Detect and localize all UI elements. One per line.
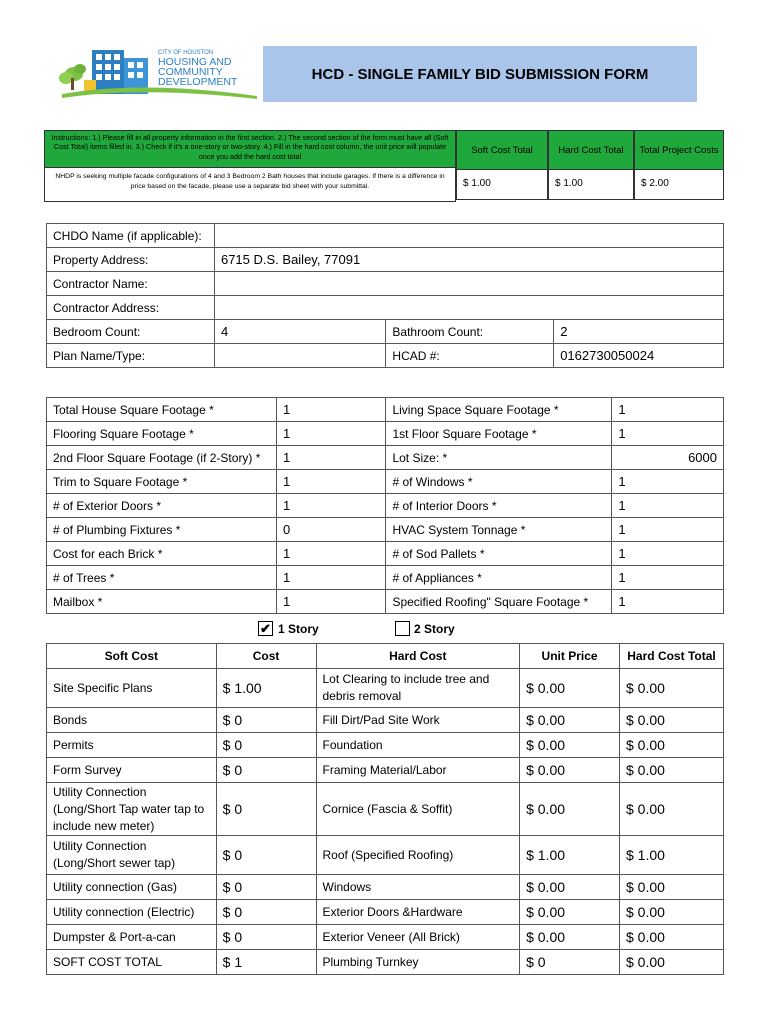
hard-cost-item: Framing Material/Labor <box>316 758 520 783</box>
soft-cost-total-amount: 1.00 <box>471 178 491 189</box>
unit-price-field[interactable]: $ 1.00 <box>520 836 620 875</box>
hard-cost-total-field[interactable]: $ 0.00 <box>619 900 723 925</box>
two-story-checkbox[interactable] <box>395 621 410 636</box>
unit-price-field[interactable]: $ 0.00 <box>520 758 620 783</box>
svg-text:HOUSING AND: HOUSING AND <box>158 56 232 68</box>
hard-cost-item: Exterior Veneer (All Brick) <box>316 925 520 950</box>
cost-row <box>47 875 724 900</box>
hard-cost-total-field[interactable]: $ 0.00 <box>619 783 723 836</box>
footage-label: 1st Floor Square Footage * <box>386 422 612 446</box>
soft-cost-item: Utility Connection (Long/Short sewer tap) <box>47 836 217 875</box>
total-project-costs-value[interactable] <box>634 170 724 200</box>
cost-row <box>47 733 724 758</box>
instructions-block <box>44 130 456 202</box>
footage-label: # of Trees * <box>47 566 277 590</box>
footage-row <box>47 398 724 422</box>
footage-value-field[interactable]: 1 <box>612 590 724 614</box>
soft-cost-amount-field[interactable]: $ 0 <box>216 836 316 875</box>
bedroom-count-field[interactable]: 4 <box>214 320 385 344</box>
soft-cost-header: Soft Cost <box>47 644 217 669</box>
unit-price-field[interactable]: $ 0.00 <box>520 783 620 836</box>
soft-cost-amount-field[interactable]: $ 1.00 <box>216 669 316 708</box>
hard-cost-item: Roof (Specified Roofing) <box>316 836 520 875</box>
footage-label: # of Windows * <box>386 470 612 494</box>
soft-cost-total-header: Soft Cost Total <box>456 130 548 170</box>
unit-price-field[interactable]: $ 0.00 <box>520 900 620 925</box>
hard-cost-total-header: Hard Cost Total <box>548 130 634 170</box>
footage-label: 2nd Floor Square Footage (if 2-Story) * <box>47 446 277 470</box>
soft-cost-amount-field[interactable]: $ 0 <box>216 875 316 900</box>
footage-value-field[interactable]: 1 <box>612 518 724 542</box>
footage-table <box>46 397 724 614</box>
contractor-name-label: Contractor Name: <box>47 272 215 296</box>
footage-value-field[interactable]: 1 <box>612 470 724 494</box>
soft-cost-amount-field[interactable]: $ 0 <box>216 900 316 925</box>
cost-row <box>47 836 724 875</box>
svg-text:COMMUNITY: COMMUNITY <box>158 66 223 78</box>
hcd-logo <box>52 44 262 102</box>
contractor-address-field[interactable] <box>214 296 723 320</box>
soft-cost-amount-field[interactable]: $ 0 <box>216 925 316 950</box>
soft-cost-amount-field[interactable]: $ 0 <box>216 758 316 783</box>
unit-price-field[interactable]: $ 0.00 <box>520 733 620 758</box>
hard-cost-total-field[interactable]: $ 0.00 <box>619 925 723 950</box>
facade-note: NHDP is seeking multiple facade configurations of 4 and 3 Bedroom 2 Bath houses that include garages. If there is a difference in price based on the facade, please use a separate bid sheet with your submittal. <box>44 168 456 202</box>
footage-value-field[interactable]: 1 <box>276 398 386 422</box>
footage-row <box>47 566 724 590</box>
footage-label: # of Appliances * <box>386 566 612 590</box>
soft-cost-item: Permits <box>47 733 217 758</box>
bedroom-count-label: Bedroom Count: <box>47 320 215 344</box>
unit-price-field[interactable]: $ 0.00 <box>520 708 620 733</box>
hard-cost-total-field[interactable]: $ 1.00 <box>619 836 723 875</box>
footage-value-field[interactable]: 1 <box>276 590 386 614</box>
footage-value-field[interactable]: 1 <box>276 422 386 446</box>
hard-cost-header: Hard Cost <box>316 644 520 669</box>
footage-label: Lot Size: * <box>386 446 612 470</box>
hard-cost-item: Fill Dirt/Pad Site Work <box>316 708 520 733</box>
footage-value-field[interactable]: 1 <box>612 566 724 590</box>
footage-value-field[interactable]: 1 <box>612 542 724 566</box>
soft-cost-item: SOFT COST TOTAL <box>47 950 217 975</box>
hard-cost-total-field[interactable]: $ 0.00 <box>619 875 723 900</box>
hard-cost-item: Exterior Doors &Hardware <box>316 900 520 925</box>
footage-value-field[interactable]: 6000 <box>612 446 724 470</box>
soft-cost-total-value[interactable] <box>456 170 548 200</box>
cost-row <box>47 783 724 836</box>
hard-cost-total-field[interactable]: $ 0.00 <box>619 950 723 975</box>
bathroom-count-field[interactable]: 2 <box>554 320 724 344</box>
footage-label: # of Exterior Doors * <box>47 494 277 518</box>
hard-cost-total-field[interactable]: $ 0.00 <box>619 758 723 783</box>
footage-label: Mailbox * <box>47 590 277 614</box>
svg-text:DEVELOPMENT: DEVELOPMENT <box>158 76 238 88</box>
currency-symbol: $ <box>555 178 561 189</box>
soft-cost-item: Utility connection (Electric) <box>47 900 217 925</box>
footage-value-field[interactable]: 1 <box>276 446 386 470</box>
footage-row <box>47 446 724 470</box>
logo-graphic <box>52 44 262 102</box>
hard-cost-total-value[interactable] <box>548 170 634 200</box>
footage-row <box>47 422 724 446</box>
footage-value-field[interactable]: 1 <box>276 494 386 518</box>
soft-cost-item: Form Survey <box>47 758 217 783</box>
cost-row <box>47 950 724 975</box>
two-story-label: 2 Story <box>414 622 455 636</box>
footage-row <box>47 590 724 614</box>
soft-cost-amount-field[interactable]: $ 0 <box>216 733 316 758</box>
plan-name-label: Plan Name/Type: <box>47 344 215 368</box>
chdo-name-field[interactable] <box>214 224 723 248</box>
soft-cost-amount-field[interactable]: $ 0 <box>216 783 316 836</box>
svg-text:CITY OF HOUSTON: CITY OF HOUSTON <box>158 50 214 56</box>
property-address-label: Property Address: <box>47 248 215 272</box>
footage-value-field[interactable]: 1 <box>276 566 386 590</box>
cost-row <box>47 925 724 950</box>
soft-cost-item: Dumpster & Port-a-can <box>47 925 217 950</box>
currency-symbol: $ <box>463 178 469 189</box>
footage-value-field[interactable]: 1 <box>612 422 724 446</box>
unit-price-field[interactable]: $ 0.00 <box>520 875 620 900</box>
bathroom-count-label: Bathroom Count: <box>386 320 554 344</box>
contractor-address-label: Contractor Address: <box>47 296 215 320</box>
hcad-field[interactable]: 0162730050024 <box>554 344 724 368</box>
footage-row <box>47 542 724 566</box>
unit-price-field[interactable]: $ 0.00 <box>520 925 620 950</box>
hard-cost-total-field[interactable]: $ 0.00 <box>619 733 723 758</box>
plan-name-field[interactable] <box>214 344 385 368</box>
footage-row <box>47 494 724 518</box>
one-story-checkbox[interactable]: ✔ <box>258 621 273 636</box>
hard-cost-total-column-header: Hard Cost Total <box>619 644 723 669</box>
footage-label: # of Interior Doors * <box>386 494 612 518</box>
footage-value-field[interactable]: 1 <box>276 470 386 494</box>
soft-cost-item: Utility connection (Gas) <box>47 875 217 900</box>
unit-price-header: Unit Price <box>520 644 620 669</box>
footage-label: # of Sod Pallets * <box>386 542 612 566</box>
hard-cost-item: Cornice (Fascia & Soffit) <box>316 783 520 836</box>
footage-value-field[interactable]: 1 <box>612 494 724 518</box>
footage-value-field[interactable]: 1 <box>612 398 724 422</box>
footage-row <box>47 518 724 542</box>
cost-table <box>46 643 724 975</box>
chdo-name-label: CHDO Name (if applicable): <box>47 224 215 248</box>
footage-row <box>47 470 724 494</box>
unit-price-field[interactable]: $ 0.00 <box>520 669 620 708</box>
hard-cost-total-field[interactable]: $ 0.00 <box>619 669 723 708</box>
unit-price-field[interactable]: $ 0 <box>520 950 620 975</box>
instructions-text: Instructions: 1.) Please fill in all property information in the first section. 2.) The second section of the form must have all (Soft Cost Total) items filled in. 3.) Check if it's a one-story or two-story. 4.) Fill in the hard cost column, the unit price will populate once you add the hard cost total <box>44 130 456 168</box>
footage-label: Trim to Square Footage * <box>47 470 277 494</box>
soft-cost-amount-field[interactable]: $ 1 <box>216 950 316 975</box>
footage-label: Living Space Square Footage * <box>386 398 612 422</box>
soft-cost-item: Site Specific Plans <box>47 669 217 708</box>
currency-symbol: $ <box>641 178 647 189</box>
property-address-field[interactable]: 6715 D.S. Bailey, 77091 <box>214 248 723 272</box>
footage-label: Specified Roofing" Square Footage * <box>386 590 612 614</box>
form-title: HCD - SINGLE FAMILY BID SUBMISSION FORM <box>263 46 697 102</box>
soft-cost-item: Utility Connection (Long/Short Tap water tap to include new meter) <box>47 783 217 836</box>
soft-cost-amount-field[interactable]: $ 0 <box>216 708 316 733</box>
cost-row <box>47 900 724 925</box>
total-project-costs-amount: 2.00 <box>649 178 669 189</box>
cost-row <box>47 708 724 733</box>
one-story-label: 1 Story <box>278 622 319 636</box>
hard-cost-item: Plumbing Turnkey <box>316 950 520 975</box>
hard-cost-item: Windows <box>316 875 520 900</box>
footage-label: Cost for each Brick * <box>47 542 277 566</box>
cost-header: Cost <box>216 644 316 669</box>
footage-label: Total House Square Footage * <box>47 398 277 422</box>
footage-value-field[interactable]: 0 <box>276 518 386 542</box>
hcad-label: HCAD #: <box>386 344 554 368</box>
cost-row <box>47 669 724 708</box>
cost-row <box>47 758 724 783</box>
footage-label: Flooring Square Footage * <box>47 422 277 446</box>
footage-label: HVAC System Tonnage * <box>386 518 612 542</box>
property-info-table <box>46 223 724 368</box>
footage-label: # of Plumbing Fixtures * <box>47 518 277 542</box>
footage-value-field[interactable]: 1 <box>276 542 386 566</box>
total-project-costs-header: Total Project Costs <box>634 130 724 170</box>
hard-cost-item: Lot Clearing to include tree and debris removal <box>316 669 520 708</box>
hard-cost-item: Foundation <box>316 733 520 758</box>
hard-cost-total-amount: 1.00 <box>563 178 583 189</box>
soft-cost-item: Bonds <box>47 708 217 733</box>
contractor-name-field[interactable] <box>214 272 723 296</box>
hard-cost-total-field[interactable]: $ 0.00 <box>619 708 723 733</box>
